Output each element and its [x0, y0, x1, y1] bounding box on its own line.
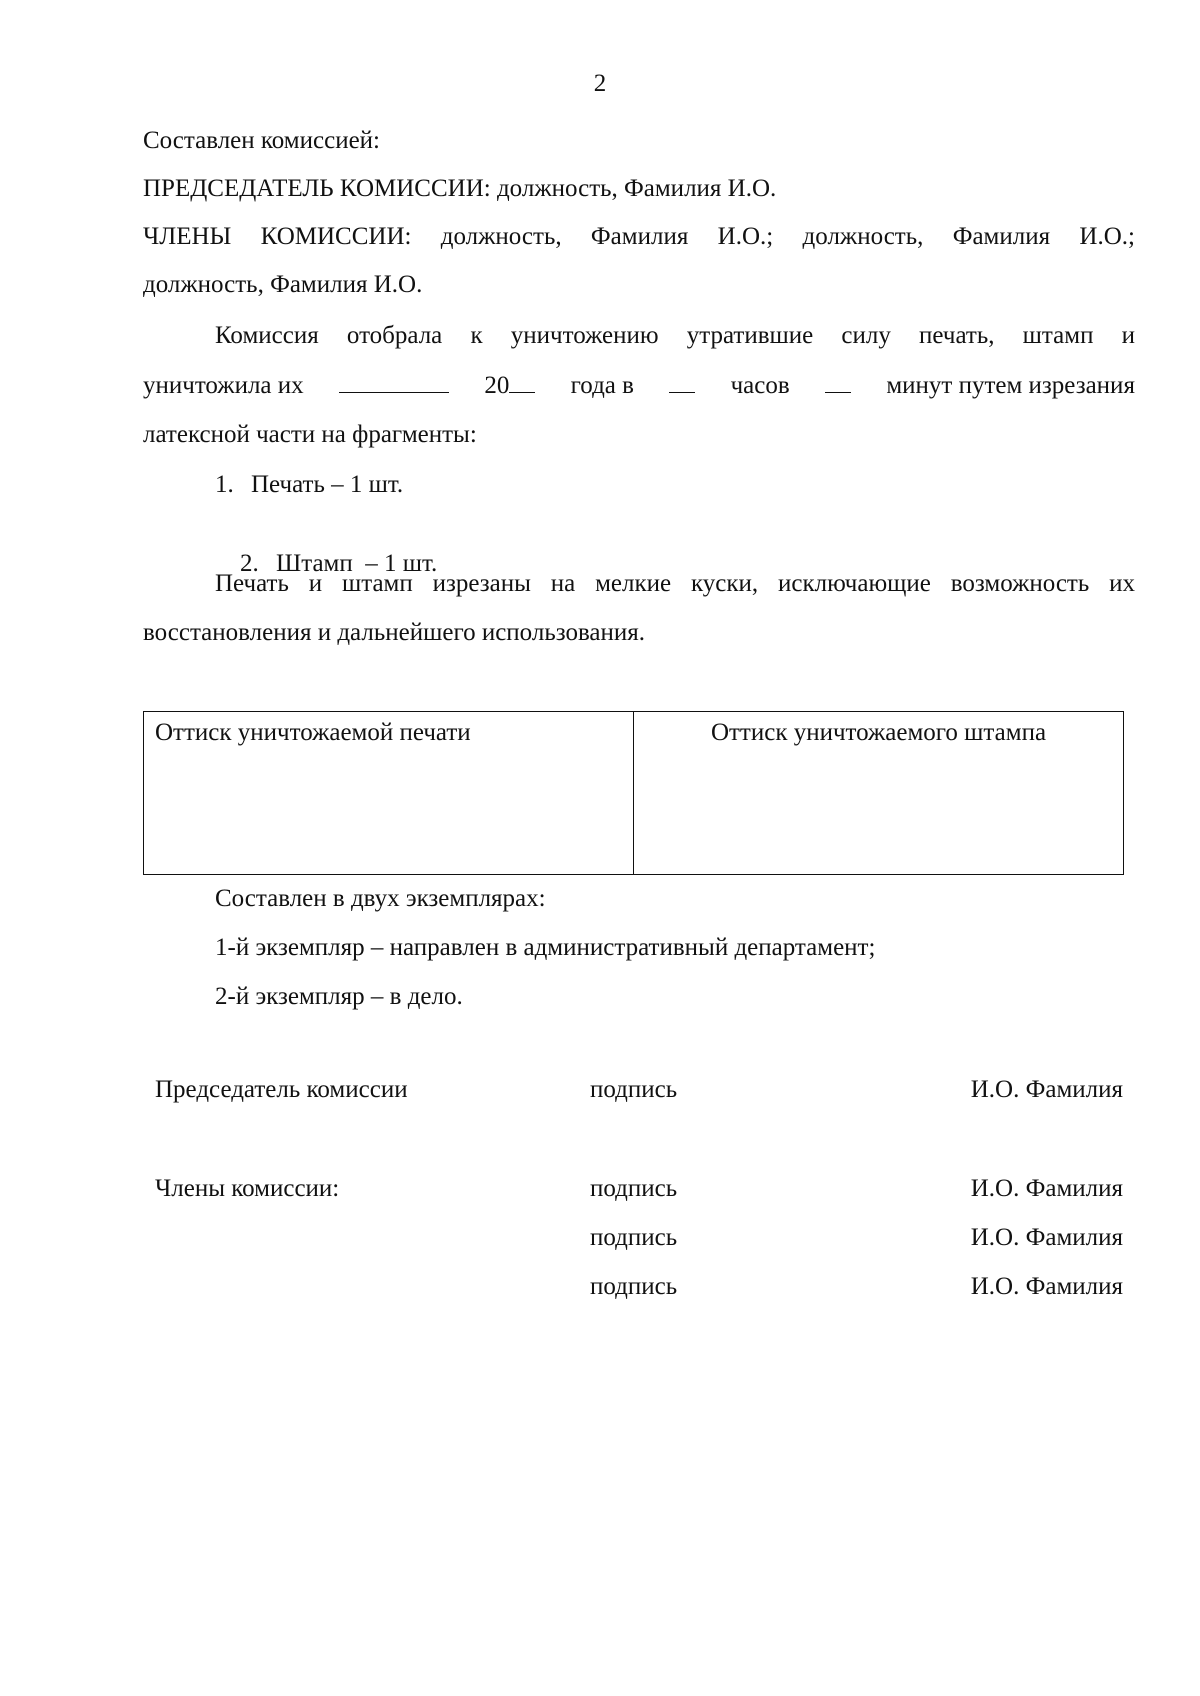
list-item-seal — [215, 470, 403, 500]
composed-by-label: Составлен комиссией: — [143, 127, 380, 154]
hours-text: часов — [730, 372, 790, 399]
year-of-text: года в — [570, 372, 634, 399]
date-blank — [339, 370, 449, 393]
list-item-number: 1. — [215, 471, 234, 498]
list-item-text: Штамп – 1 шт. — [276, 550, 438, 577]
minutes-text: минут путем изрезания — [886, 372, 1135, 399]
year-blank — [509, 370, 535, 393]
destruction-paragraph-line-1: Комиссия отобрала к уничтожению утратившие силу печать, штамп и — [215, 322, 1135, 349]
signature-placeholder: подпись — [590, 1175, 678, 1202]
signatory-name: И.О. Фамилия — [970, 1224, 1123, 1251]
stamp-imprint-cell: Оттиск уничтожаемого штампа — [633, 712, 1123, 874]
minutes-blank — [825, 370, 851, 393]
destruction-paragraph-line-2 — [143, 370, 1135, 401]
copy-2-line: 2-й экземпляр – в дело. — [215, 983, 463, 1010]
list-item-text: Печать – 1 шт. — [251, 471, 404, 498]
members-line: ЧЛЕНЫ КОМИССИИ: должность, Фамилия И.О.; должность, Фамилия И.О.; — [143, 223, 1135, 250]
signature-placeholder: подпись — [590, 1224, 678, 1251]
hours-blank — [669, 370, 695, 393]
destruction-paragraph-line-3: латексной части на фрагменты: — [143, 421, 477, 448]
chairman-role-label: Председатель комиссии — [155, 1076, 408, 1103]
chairman-line: ПРЕДСЕДАТЕЛЬ КОМИССИИ: должность, Фамилия И.О. — [143, 175, 777, 202]
signatory-name: И.О. Фамилия — [970, 1175, 1123, 1202]
copies-title: Составлен в двух экземплярах: — [215, 885, 546, 912]
imprint-table — [143, 711, 1124, 875]
members-line-continued: должность, Фамилия И.О. — [143, 271, 423, 298]
copy-1-line: 1-й экземпляр – направлен в административный департамент; — [215, 934, 876, 961]
year-field — [484, 370, 535, 401]
cut-paragraph-line-1: Печать и штамп изрезаны на мелкие куски, исключающие возможность их — [215, 570, 1135, 597]
signatory-name: И.О. Фамилия — [970, 1273, 1123, 1300]
signature-placeholder: подпись — [590, 1076, 678, 1103]
seal-imprint-cell: Оттиск уничтожаемой печати — [155, 719, 471, 746]
destroyed-them-text: уничтожила их — [143, 372, 304, 399]
cut-paragraph-line-2: восстановления и дальнейшего использования. — [143, 619, 646, 646]
page-number: 2 — [593, 70, 607, 97]
signature-placeholder: подпись — [590, 1273, 678, 1300]
signatory-name: И.О. Фамилия — [970, 1076, 1123, 1103]
members-role-label: Члены комиссии: — [155, 1175, 340, 1202]
year-prefix: 20 — [484, 372, 510, 399]
list-item-number: 2. — [240, 550, 259, 577]
